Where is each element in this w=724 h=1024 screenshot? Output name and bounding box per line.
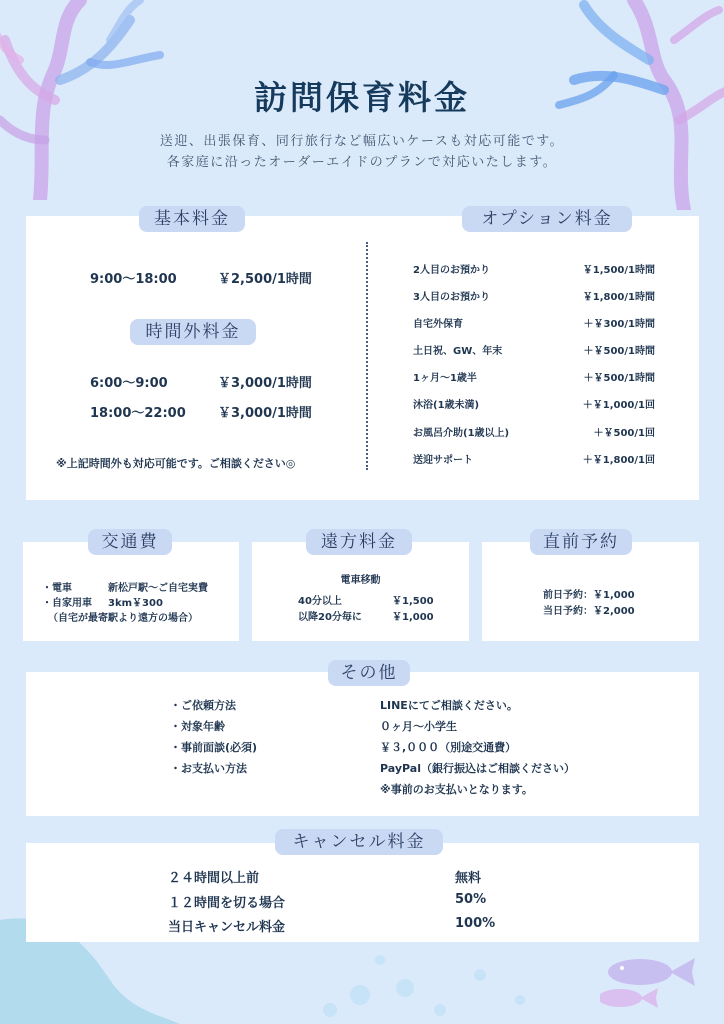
other-value-3: ￥３,０００（別途交通費） [380, 741, 517, 754]
option-price-8: ＋￥1,800/1回 [582, 455, 655, 466]
distance-price-2: ￥1,000 [392, 612, 434, 623]
basic-price: ￥2,500/1時間 [218, 272, 312, 287]
option-label-7: お風呂介助(1歳以上) [413, 428, 510, 439]
cancel-value-1: 無料 [455, 871, 482, 886]
other-card [26, 672, 699, 816]
option-price-5: ＋￥500/1時間 [583, 373, 655, 384]
cancel-label-3: 当日キャンセル料金 [168, 920, 286, 935]
other-heading: その他 [328, 660, 410, 686]
other-label-1: ・ご依頼方法 [170, 699, 236, 712]
divider [366, 242, 368, 470]
other-label-2: ・対象年齢 [170, 720, 225, 733]
basic-time: 9:00〜18:00 [90, 272, 177, 287]
distance-price-1: ￥1,500 [392, 596, 434, 607]
transport-train-value: 新松戸駅〜ご自宅実費 [108, 583, 208, 594]
fish-icon [600, 950, 700, 1020]
short-notice-heading: 直前予約 [530, 529, 632, 555]
basic-fee-heading: 基本料金 [139, 206, 245, 232]
option-price-3: ＋￥300/1時間 [583, 319, 655, 330]
other-value-2: ０ヶ月〜小学生 [380, 720, 457, 733]
option-label-2: 3人目のお預かり [413, 292, 490, 303]
other-note: ※事前のお支払いとなります。 [380, 783, 533, 796]
cancel-heading: キャンセル料金 [275, 829, 443, 855]
overtime-price-2: ￥3,000/1時間 [218, 406, 312, 421]
option-price-2: ￥1,800/1時間 [582, 292, 655, 303]
cancel-label-2: １２時間を切る場合 [168, 896, 286, 911]
subtitle-line-1: 送迎、出張保育、同行旅行など幅広いケースも対応可能です。 [159, 134, 565, 149]
transport-note: （自宅が最寄駅より遠方の場合） [48, 613, 198, 624]
overtime-time-2: 18:00〜22:00 [90, 406, 186, 421]
distance-subheading: 電車移動 [340, 575, 381, 586]
option-label-3: 自宅外保育 [413, 319, 463, 330]
option-fee-heading: オプション料金 [462, 206, 632, 232]
option-price-7: ＋￥500/1回 [593, 428, 655, 439]
short-notice-line-1: 前日予約：￥1,000 [543, 590, 635, 601]
other-value-1: LINEにてご相談ください。 [380, 699, 518, 712]
distance-heading: 遠方料金 [306, 529, 412, 555]
cancel-value-3: 100% [455, 916, 496, 931]
option-label-5: 1ヶ月〜1歳半 [413, 373, 477, 384]
other-label-4: ・お支払い方法 [170, 762, 247, 775]
distance-label-2: 以降20分毎に [298, 612, 362, 623]
overtime-price-1: ￥3,000/1時間 [218, 376, 312, 391]
option-price-6: ＋￥1,000/1回 [582, 400, 655, 411]
overtime-note: ※上記時間外も対応可能です。ご相談ください◎ [56, 457, 296, 470]
transport-car-value: 3km￥300 [108, 598, 163, 609]
option-price-4: ＋￥500/1時間 [583, 346, 655, 357]
transport-car-label: ・自家用車 [42, 598, 92, 609]
cancel-value-2: 50% [455, 892, 487, 907]
option-price-1: ￥1,500/1時間 [582, 265, 655, 276]
cancel-label-1: ２４時間以上前 [168, 871, 260, 886]
page-title: 訪問保育料金 [254, 78, 470, 117]
overtime-time-1: 6:00〜9:00 [90, 376, 168, 391]
other-value-4: PayPal（銀行振込はご相談ください） [380, 762, 575, 775]
other-label-3: ・事前面談(必須) [170, 741, 258, 754]
transport-heading: 交通費 [88, 529, 172, 555]
option-label-8: 送迎サポート [413, 455, 473, 466]
option-label-1: 2人目のお預かり [413, 265, 490, 276]
option-label-4: 土日祝、GW、年末 [413, 346, 503, 357]
distance-card [252, 542, 469, 641]
option-label-6: 沐浴(1歳未満) [413, 400, 480, 411]
short-notice-line-2: 当日予約：￥2,000 [543, 606, 635, 617]
transport-train-label: ・電車 [42, 583, 72, 594]
overtime-fee-heading: 時間外料金 [130, 319, 256, 345]
distance-label-1: 40分以上 [298, 596, 342, 607]
cancel-card [26, 843, 699, 942]
subtitle-line-2: 各家庭に沿ったオーダーエイドのプランで対応いたします。 [166, 155, 558, 170]
